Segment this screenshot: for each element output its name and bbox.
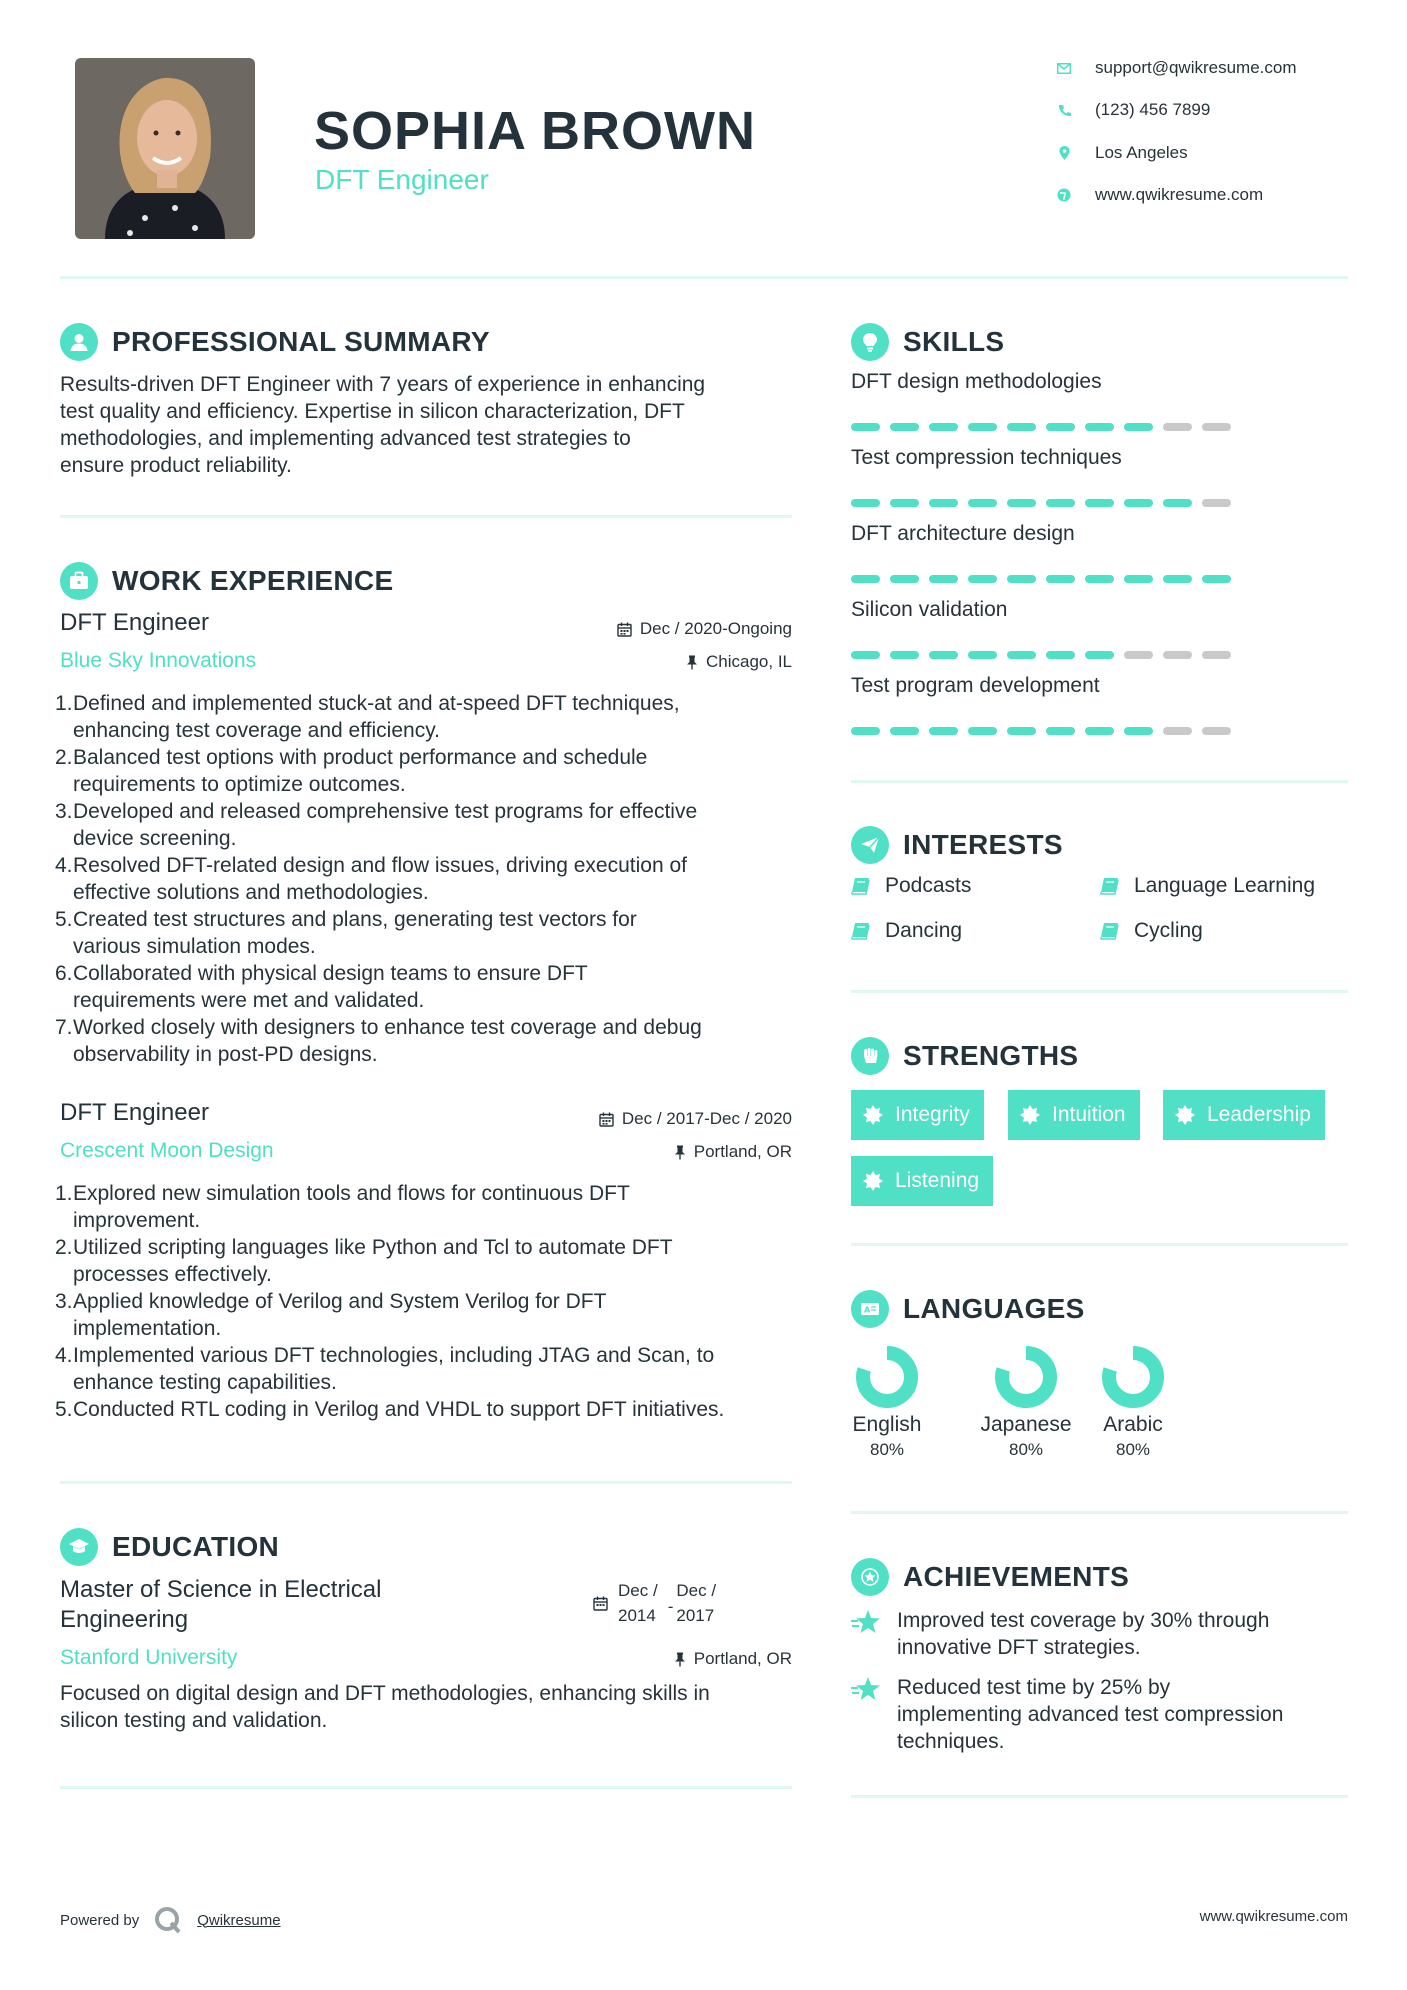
- language-percent: 80%: [869, 1440, 905, 1459]
- language-item: [851, 1341, 923, 1460]
- skills-heading: SKILLS: [903, 326, 1005, 357]
- skill-dot-filled: [890, 423, 919, 431]
- book-icon: [1100, 877, 1120, 895]
- candidate-name: SOPHIA BROWN: [314, 101, 756, 161]
- fist-icon: [851, 1037, 889, 1075]
- language-name: Japanese: [980, 1413, 1072, 1436]
- skill-dot-filled: [1046, 499, 1075, 507]
- skill-dot-filled: [1085, 575, 1114, 583]
- skill-dot-empty: [1202, 651, 1231, 659]
- list-item: 2. Balanced test options with product performance and schedule requirements to optimize outcomes.: [55, 746, 648, 796]
- skills-section-header: [851, 323, 1004, 361]
- language-progress-ring: [851, 1341, 923, 1413]
- skill-dot-filled: [1007, 727, 1036, 735]
- skill-item: [851, 446, 1241, 522]
- job-2-title: DFT Engineer: [60, 1099, 209, 1126]
- profile-photo: [75, 58, 255, 239]
- interests-divider: [851, 990, 1348, 993]
- experience-divider: [60, 1481, 792, 1484]
- language-percent: 80%: [1115, 1440, 1151, 1459]
- skill-dot-filled: [1085, 499, 1114, 507]
- header-divider: [60, 276, 1348, 279]
- list-item: 4. Resolved DFT-related design and flow issues, driving execution of effective solutions and methodologies.: [55, 854, 687, 904]
- skill-dot-filled: [968, 727, 997, 735]
- paper-plane-icon: [851, 826, 889, 864]
- job-2-location: [674, 1142, 792, 1162]
- summary-line: ensure product reliability.: [60, 454, 292, 477]
- qwikresume-logo-icon: [153, 1905, 183, 1935]
- summary-line: Results-driven DFT Engineer with 7 years of experience in enhancing: [60, 373, 706, 396]
- strength-label: Integrity: [895, 1103, 970, 1126]
- education-location: [674, 1649, 792, 1669]
- website-text: www.qwikresume.com: [1095, 185, 1264, 204]
- skill-rating: [851, 575, 1241, 583]
- achievements-divider: [851, 1795, 1348, 1798]
- interest-item: [1100, 874, 1315, 898]
- date-separator: -: [667, 1597, 674, 1616]
- strength-chip: [1163, 1090, 1325, 1140]
- job-title-headline: DFT Engineer: [315, 164, 489, 195]
- education-heading: EDUCATION: [112, 1531, 280, 1562]
- strengths-section-header: [851, 1037, 1078, 1075]
- skill-dot-filled: [851, 727, 880, 735]
- language-item: [1097, 1341, 1169, 1460]
- skill-dot-filled: [1163, 575, 1192, 583]
- strength-label: Leadership: [1207, 1103, 1311, 1126]
- job-1-responsibilities: [55, 690, 800, 1068]
- strength-label: Listening: [895, 1169, 980, 1192]
- interests-heading: INTERESTS: [903, 829, 1063, 860]
- skill-dot-filled: [1007, 651, 1036, 659]
- summary-text: [60, 371, 800, 479]
- skill-dot-filled: [1007, 575, 1036, 583]
- languages-heading: LANGUAGES: [903, 1293, 1085, 1324]
- language-progress-ring: [1097, 1341, 1169, 1413]
- school-name: Stanford University: [60, 1646, 238, 1669]
- achievement-item: Reduced test time by 25% by implementing advanced test compression techniques.: [851, 1674, 1351, 1755]
- powered-by-label: Powered by: [60, 1911, 140, 1929]
- location-text: Los Angeles: [1095, 143, 1188, 162]
- skill-dot-filled: [890, 575, 919, 583]
- skill-dot-filled: [851, 423, 880, 431]
- skill-rating: [851, 423, 1241, 431]
- book-icon: [851, 922, 871, 940]
- summary-section-header: [60, 323, 490, 361]
- skills-list: [851, 370, 1241, 750]
- phone-icon: [1055, 101, 1073, 119]
- language-percent: 80%: [1008, 1440, 1044, 1459]
- skill-dot-filled: [1046, 575, 1075, 583]
- strength-chip: [1008, 1090, 1140, 1140]
- brand-link[interactable]: Qwikresume: [197, 1911, 281, 1929]
- list-item: 4. Implemented various DFT technologies, including JTAG and Scan, to enhance testing capabilities.: [55, 1344, 715, 1394]
- skill-label: Test compression techniques: [851, 446, 1122, 469]
- star-icon: [851, 1609, 883, 1635]
- languages-divider: [851, 1511, 1348, 1514]
- skill-dot-empty: [1163, 423, 1192, 431]
- svg-text:A: A: [864, 1305, 871, 1315]
- skill-dot-filled: [1085, 651, 1114, 659]
- skill-dot-filled: [1007, 499, 1036, 507]
- badge-spark-icon: [1020, 1105, 1040, 1125]
- skill-dot-filled: [1124, 423, 1153, 431]
- calendar-icon: [599, 1112, 614, 1127]
- list-item: 6. Collaborated with physical design teams to ensure DFT requirements were met and validated.: [55, 962, 588, 1012]
- skill-dot-empty: [1124, 651, 1153, 659]
- experience-heading: WORK EXPERIENCE: [112, 565, 394, 596]
- language-item: [971, 1341, 1081, 1460]
- footer-powered-by: [60, 1905, 281, 1935]
- badge-spark-icon: [863, 1171, 883, 1191]
- pin-icon: [686, 655, 698, 670]
- strengths-heading: STRENGTHS: [903, 1040, 1079, 1071]
- skill-rating: [851, 499, 1241, 507]
- strength-chip: [851, 1090, 984, 1140]
- skill-rating: [851, 727, 1241, 735]
- skill-label: Test program development: [851, 674, 1100, 697]
- calendar-icon: [617, 622, 632, 637]
- skill-item: [851, 370, 1241, 446]
- language-progress-arc: [1109, 1353, 1157, 1401]
- phone-text: (123) 456 7899: [1095, 100, 1211, 119]
- experience-section-header: [60, 562, 393, 600]
- user-icon: [60, 323, 98, 361]
- email-text: support@qwikresume.com: [1095, 58, 1297, 77]
- language-icon: [851, 1290, 889, 1328]
- interests-section-header: [851, 826, 1063, 864]
- star-badge-icon: [851, 1558, 889, 1596]
- mail-icon: [1055, 59, 1073, 77]
- skill-dot-filled: [1163, 499, 1192, 507]
- skill-dot-filled: [851, 499, 880, 507]
- skill-dot-filled: [890, 727, 919, 735]
- language-name: English: [852, 1413, 922, 1436]
- achievements-heading: ACHIEVEMENTS: [903, 1561, 1130, 1592]
- education-dates: [593, 1578, 716, 1628]
- pin-icon: [674, 1145, 686, 1160]
- interest-item: [1100, 919, 1203, 943]
- location-pin-icon: [1055, 144, 1073, 162]
- achievements-section-header: [851, 1558, 1129, 1596]
- contact-website[interactable]: [1055, 185, 1263, 205]
- globe-icon: [1055, 186, 1073, 204]
- skill-dot-empty: [1202, 727, 1231, 735]
- strength-chip: [851, 1156, 993, 1206]
- calendar-icon: [593, 1596, 608, 1611]
- job-1-dates-text: Dec / 2020-Ongoing: [639, 619, 792, 638]
- skill-rating: [851, 651, 1241, 659]
- badge-spark-icon: [1175, 1105, 1195, 1125]
- skill-dot-filled: [1046, 651, 1075, 659]
- interest-label: Dancing: [885, 919, 963, 942]
- degree-line: Engineering: [60, 1606, 189, 1633]
- language-progress-arc: [1002, 1353, 1050, 1401]
- skill-item: [851, 598, 1241, 674]
- education-location-text: Portland, OR: [693, 1649, 792, 1668]
- job-1-location-text: Chicago, IL: [706, 652, 792, 671]
- job-1-dates: [617, 619, 792, 639]
- summary-line: methodologies, and implementing advanced test strategies to: [60, 427, 631, 450]
- list-item: 7. Worked closely with designers to enhance test coverage and debug observability in post-PD designs.: [55, 1016, 702, 1066]
- job-2-company: Crescent Moon Design: [60, 1139, 274, 1162]
- book-icon: [851, 877, 871, 895]
- list-item: 1. Defined and implemented stuck-at and at-speed DFT techniques, enhancing test coverage and efficiency.: [55, 692, 680, 742]
- summary-line: test quality and efficiency. Expertise in silicon characterization, DFT: [60, 400, 685, 423]
- strengths-divider: [851, 1243, 1348, 1246]
- language-progress-ring: [990, 1341, 1062, 1413]
- skill-dot-filled: [890, 651, 919, 659]
- star-icon: [851, 1676, 883, 1702]
- skill-dot-filled: [968, 499, 997, 507]
- skill-label: DFT design methodologies: [851, 370, 1102, 393]
- list-item: 2. Utilized scripting languages like Python and Tcl to automate DFT processes effectively.: [55, 1236, 673, 1286]
- skill-dot-empty: [1163, 651, 1192, 659]
- skills-divider: [851, 780, 1348, 783]
- summary-heading: PROFESSIONAL SUMMARY: [112, 326, 490, 357]
- job-2-responsibilities: [55, 1180, 800, 1423]
- skill-dot-filled: [929, 423, 958, 431]
- summary-divider: [60, 515, 792, 518]
- skill-dot-filled: [929, 651, 958, 659]
- list-item: 5. Created test structures and plans, generating test vectors for various simulation modes.: [55, 908, 637, 958]
- list-item: 5. Conducted RTL coding in Verilog and VHDL to support DFT initiatives.: [55, 1398, 725, 1421]
- languages-section-header: [851, 1290, 1085, 1328]
- briefcase-icon: [60, 562, 98, 600]
- skill-dot-filled: [1085, 727, 1114, 735]
- language-progress-arc: [863, 1353, 911, 1401]
- skill-dot-filled: [968, 423, 997, 431]
- list-item: 3. Developed and released comprehensive test programs for effective device screening.: [55, 800, 698, 850]
- skill-dot-empty: [1202, 499, 1231, 507]
- contact-email[interactable]: [1055, 58, 1297, 78]
- graduation-cap-icon: [60, 1528, 98, 1566]
- skill-dot-filled: [1046, 727, 1075, 735]
- skill-dot-filled: [1124, 727, 1153, 735]
- skill-item: [851, 674, 1241, 750]
- interest-label: Podcasts: [885, 874, 972, 897]
- job-1-title: DFT Engineer: [60, 609, 209, 636]
- book-icon: [1100, 922, 1120, 940]
- degree-line: Master of Science in Electrical: [60, 1576, 382, 1603]
- skill-dot-filled: [890, 499, 919, 507]
- job-1-company: Blue Sky Innovations: [60, 649, 257, 672]
- contact-phone[interactable]: [1055, 100, 1210, 120]
- skill-dot-filled: [851, 575, 880, 583]
- skill-item: [851, 522, 1241, 598]
- job-2-location-text: Portland, OR: [693, 1142, 792, 1161]
- skill-dot-empty: [1163, 727, 1192, 735]
- skill-dot-filled: [1046, 423, 1075, 431]
- skill-dot-filled: [929, 575, 958, 583]
- job-1-location: [686, 652, 792, 672]
- skill-label: DFT architecture design: [851, 522, 1075, 545]
- pin-icon: [674, 1652, 686, 1667]
- skill-dot-filled: [1202, 575, 1231, 583]
- education-divider: [60, 1786, 792, 1789]
- badge-spark-icon: [863, 1105, 883, 1125]
- skill-dot-filled: [968, 575, 997, 583]
- language-name: Arabic: [1103, 1413, 1163, 1436]
- job-2-dates: [599, 1109, 792, 1129]
- education-start-date: Dec / 2014: [618, 1581, 658, 1625]
- contact-location: [1055, 143, 1188, 163]
- skill-dot-empty: [1202, 423, 1231, 431]
- degree-title: [60, 1575, 381, 1635]
- achievement-item: Improved test coverage by 30% through innovative DFT strategies.: [851, 1607, 1351, 1661]
- skill-dot-filled: [1085, 423, 1114, 431]
- skill-dot-filled: [929, 499, 958, 507]
- footer-website-link[interactable]: www.qwikresume.com: [1199, 1908, 1348, 1925]
- education-end-date: Dec / 2017: [676, 1581, 717, 1625]
- skill-dot-filled: [851, 651, 880, 659]
- interest-item: [851, 919, 962, 943]
- skill-label: Silicon validation: [851, 598, 1008, 621]
- list-item: 1. Explored new simulation tools and flows for continuous DFT improvement.: [55, 1182, 630, 1232]
- lightbulb-icon: [851, 323, 889, 361]
- interest-label: Cycling: [1134, 919, 1203, 942]
- skill-dot-filled: [1124, 499, 1153, 507]
- skill-dot-filled: [1124, 575, 1153, 583]
- list-item: 3. Applied knowledge of Verilog and System Verilog for DFT implementation.: [55, 1290, 607, 1340]
- strength-label: Intuition: [1052, 1103, 1126, 1126]
- interest-label: Language Learning: [1134, 874, 1316, 897]
- education-section-header: [60, 1528, 279, 1566]
- skill-dot-filled: [1007, 423, 1036, 431]
- skill-dot-filled: [968, 651, 997, 659]
- interest-item: [851, 874, 971, 898]
- skill-dot-filled: [929, 727, 958, 735]
- education-description: Focused on digital design and DFT methodologies, enhancing skills in silicon testing and validation.: [60, 1682, 710, 1732]
- job-2-dates-text: Dec / 2017-Dec / 2020: [621, 1109, 792, 1128]
